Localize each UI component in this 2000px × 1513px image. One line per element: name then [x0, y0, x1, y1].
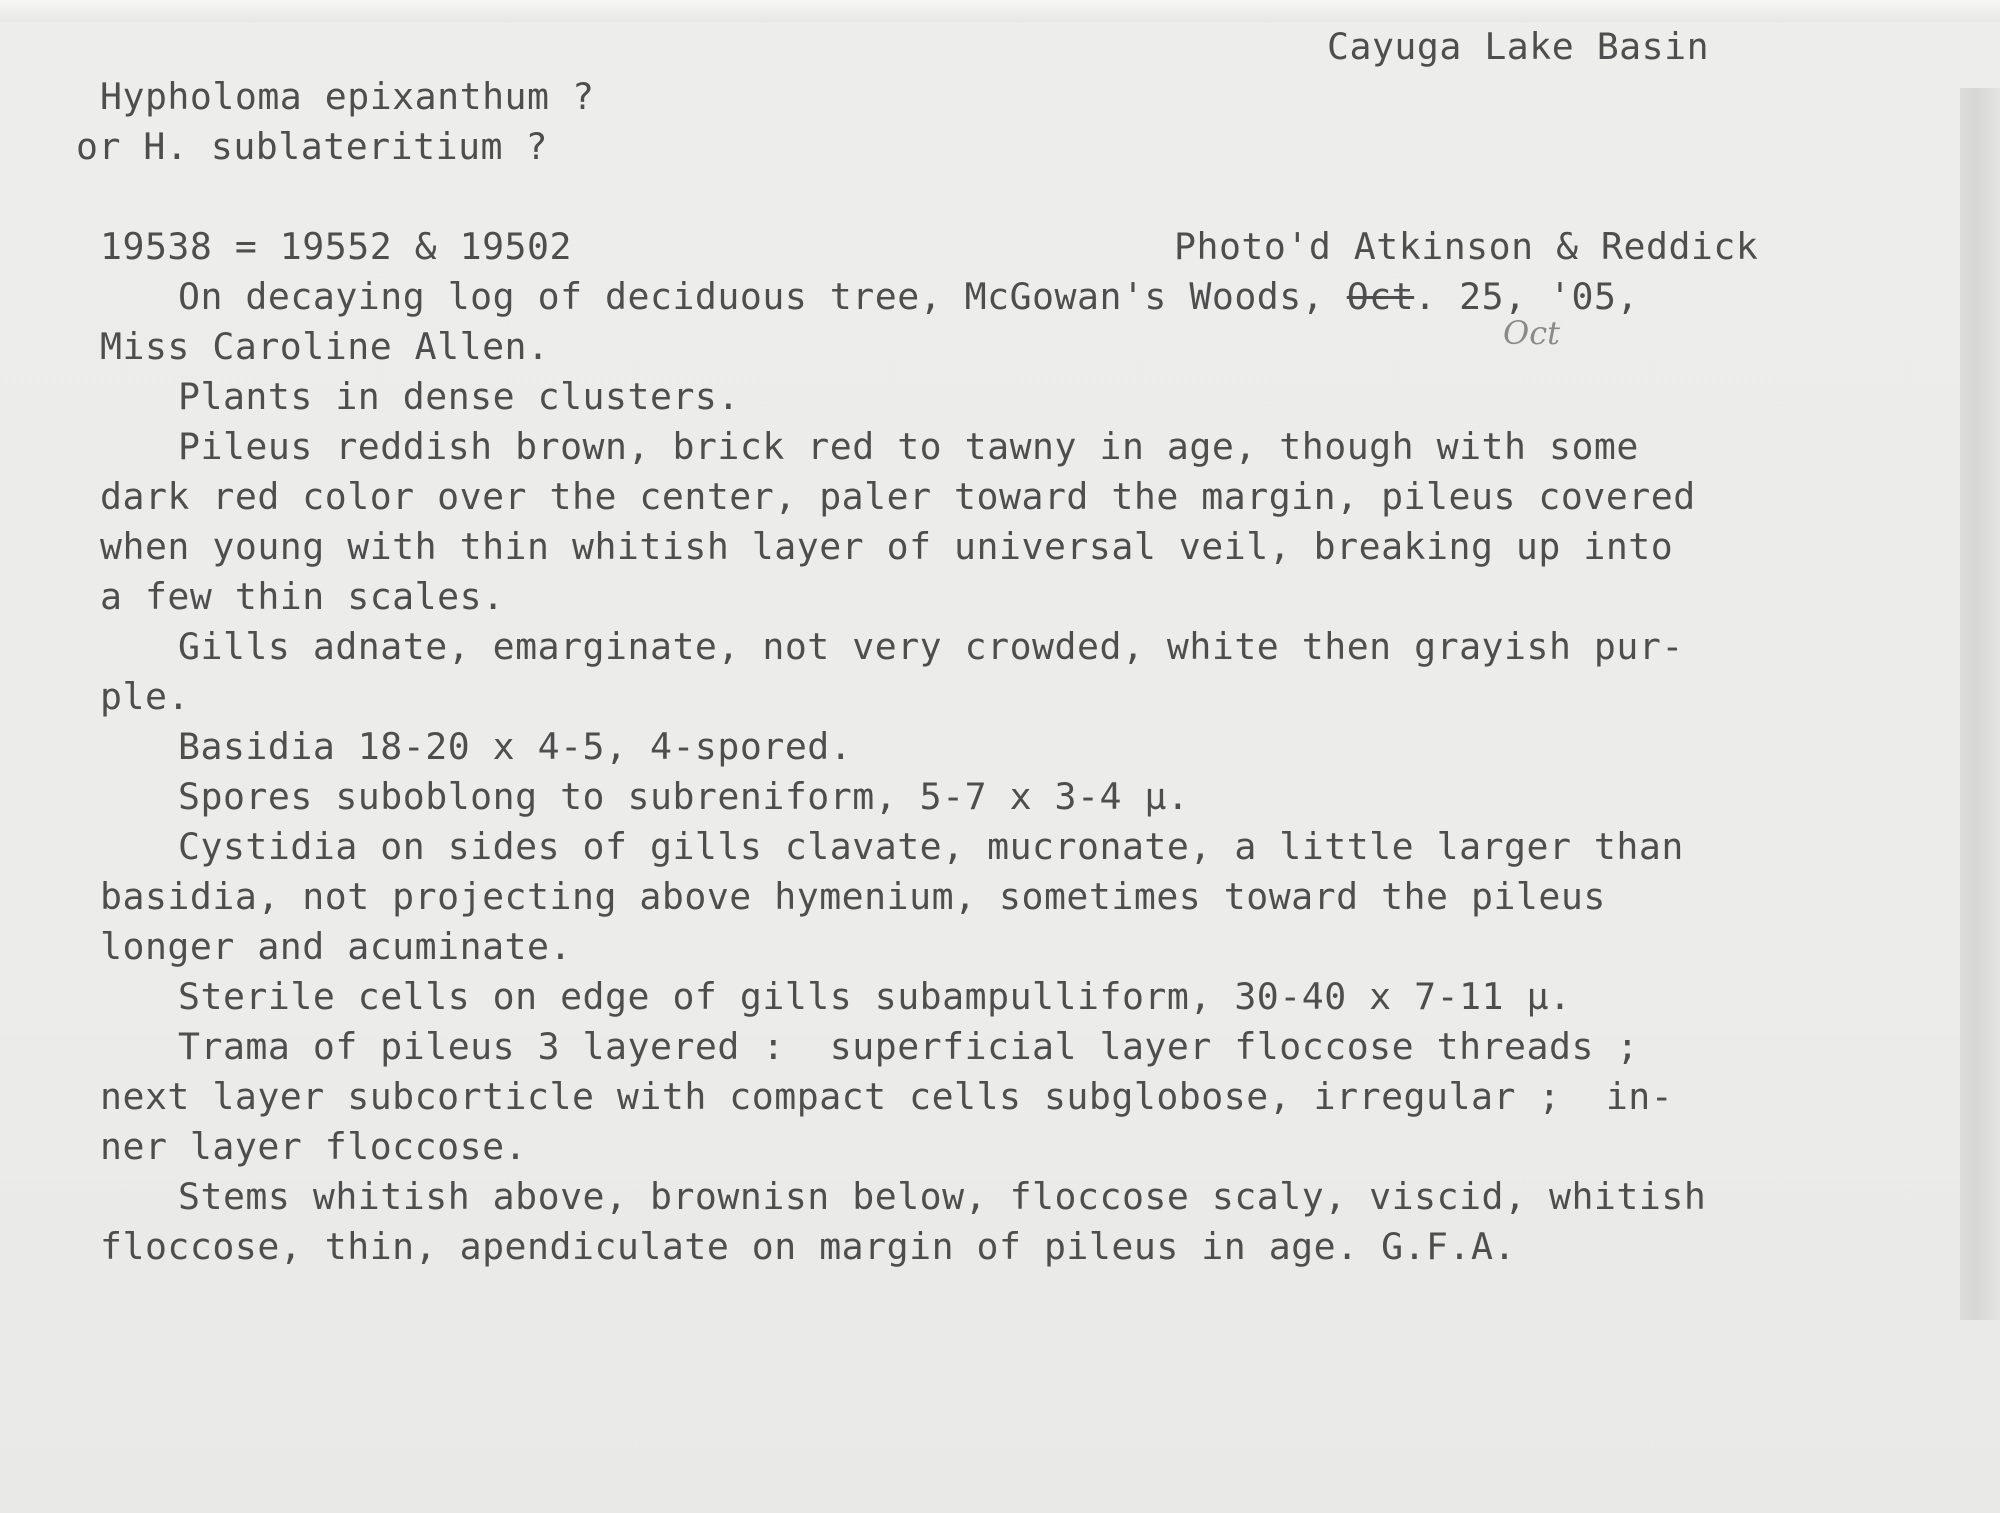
collection-locality-line	[178, 272, 1639, 322]
collection-date-text: . 25, '05,	[1414, 275, 1639, 318]
species-name-alternate: or H. sublateritium ?	[76, 125, 548, 168]
spores-line: Spores suboblong to subreniform, 5-7 x 3-4 µ.	[178, 775, 1190, 818]
pileus-line-2: dark red color over the center, paler toward the margin, pileus covered	[100, 475, 1696, 518]
collector-line: Miss Caroline Allen.	[100, 325, 550, 368]
basidia-line: Basidia 18-20 x 4-5, 4-spored.	[178, 725, 853, 768]
struck-month: Oct	[1346, 275, 1415, 318]
trama-line-3: ner layer floccose.	[100, 1125, 528, 1168]
cystidia-line-3: longer and acuminate.	[100, 925, 572, 968]
pileus-line-3: when young with thin whitish layer of universal veil, breaking up into	[100, 525, 1674, 568]
trama-line-1: Trama of pileus 3 layered : superficial layer floccose threads ;	[178, 1025, 1639, 1068]
habit-line: Plants in dense clusters.	[178, 375, 740, 418]
trama-line-2: next layer subcorticle with compact cells subglobose, irregular ; in-	[100, 1075, 1674, 1118]
specimen-numbers: 19538 = 19552 & 19502	[100, 225, 572, 268]
pileus-line-4: a few thin scales.	[100, 575, 505, 618]
stems-line-2: floccose, thin, apendiculate on margin of pileus in age. G.F.A.	[100, 1225, 1516, 1268]
region-label: Cayuga Lake Basin	[1327, 25, 1710, 68]
gills-line-1: Gills adnate, emarginate, not very crowded, white then grayish pur-	[178, 625, 1684, 668]
cystidia-line-2: basidia, not projecting above hymenium, sometimes toward the pileus	[100, 875, 1606, 918]
card-right-edge	[1960, 88, 2000, 1320]
sterile-cells-line: Sterile cells on edge of gills subampulliform, 30-40 x 7-11 µ.	[178, 975, 1572, 1018]
pileus-line-1: Pileus reddish brown, brick red to tawny in age, though with some	[178, 425, 1639, 468]
collection-locality-text: On decaying log of deciduous tree, McGowan's Woods,	[178, 275, 1347, 318]
species-name-primary: Hypholoma epixanthum ?	[100, 75, 595, 118]
stems-line-1: Stems whitish above, brownisn below, floccose scaly, viscid, whitish	[178, 1175, 1707, 1218]
card-top-edge	[0, 0, 2000, 22]
gills-line-2: ple.	[100, 675, 190, 718]
cystidia-line-1: Cystidia on sides of gills clavate, mucronate, a little larger than	[178, 825, 1684, 868]
handwritten-month-correction: Oct	[1503, 314, 1561, 352]
photo-credit: Photo'd Atkinson & Reddick	[1174, 225, 1759, 268]
